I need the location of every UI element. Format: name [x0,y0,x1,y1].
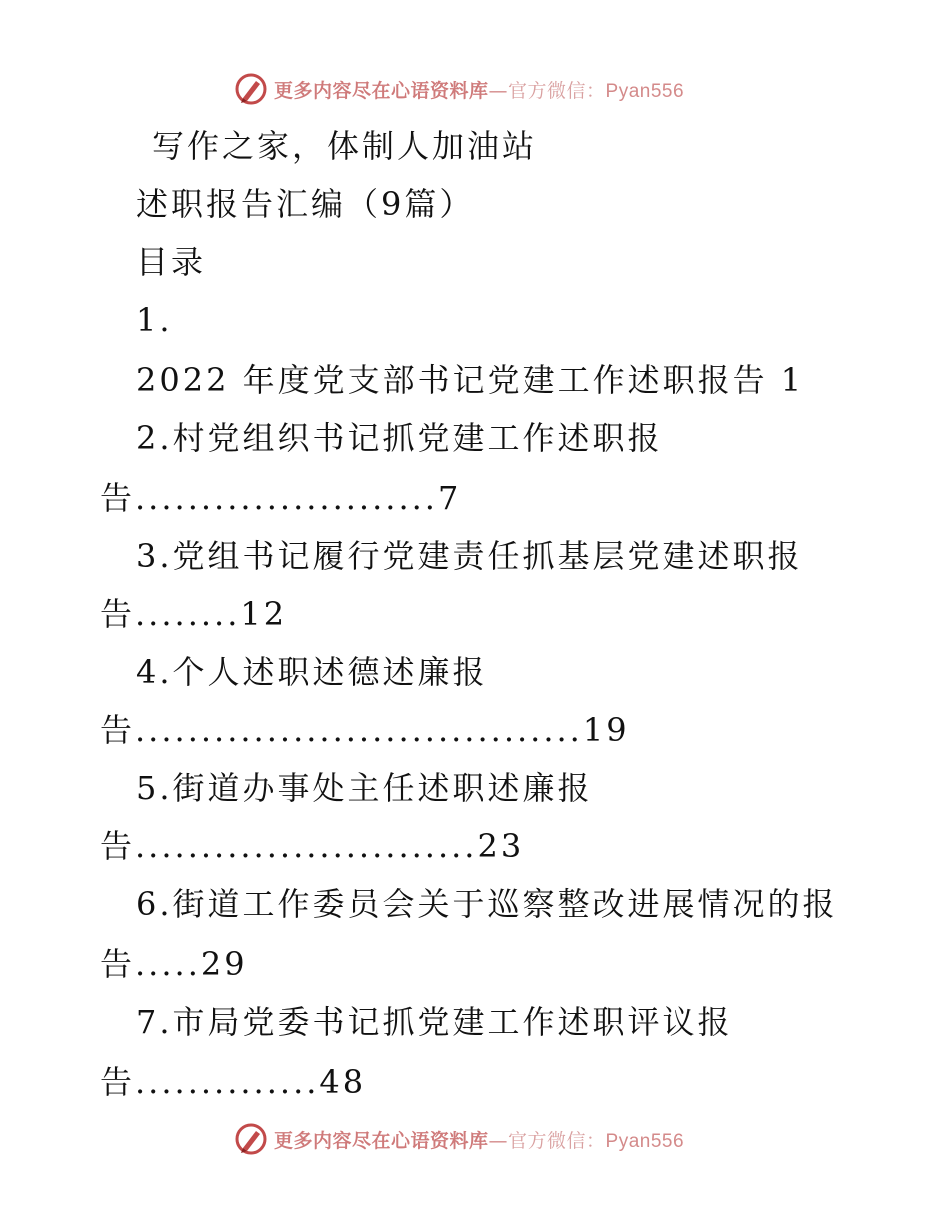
toc-entry-1-title: 2022 年度党支部书记党建工作述职报告 1 [136,361,805,399]
toc-entry-4-page: 告..................................19 [100,711,630,749]
toc-entry-2-title: 2.村党组织书记抓党建工作述职报 [136,419,663,457]
document-title: 述职报告汇编（9篇） [136,185,475,223]
pen-logo-icon [234,72,268,106]
watermark-text [274,76,684,103]
toc-entry-4-title: 4.个人述职述德述廉报 [136,653,488,691]
pen-logo-icon [234,1122,268,1156]
watermark-wechat-id: Pyan556 [605,80,685,102]
watermark-dash: — [488,1129,509,1152]
watermark-wechat-id: Pyan556 [605,1130,685,1152]
watermark-footer [234,1121,684,1157]
watermark-site-name: 更多内容尽在心语资料库 [274,1129,489,1152]
toc-entry-6-page: 告.....29 [100,945,248,983]
toc-entry-1-number: 1. [136,301,173,339]
intro-line: 写作之家，体制人加油站 [152,127,538,165]
toc-heading: 目录 [136,243,207,281]
toc-entry-7-page: 告..............48 [100,1063,367,1101]
toc-entry-5-title: 5.街道办事处主任述职述廉报 [136,769,593,807]
watermark-text [274,1126,684,1153]
toc-entry-3-page: 告........12 [100,595,288,633]
toc-entry-7-title: 7.市局党委书记抓党建工作述职评议报 [136,1003,733,1041]
watermark-site-name: 更多内容尽在心语资料库 [274,79,489,102]
watermark-wechat-label: 官方微信： [508,1129,606,1152]
watermark-dash: — [488,79,509,102]
toc-entry-5-page: 告..........................23 [100,827,525,865]
watermark-wechat-label: 官方微信： [508,79,606,102]
toc-entry-2-page: 告.......................7 [100,479,462,517]
watermark-header [234,71,684,107]
toc-entry-6-title: 6.街道工作委员会关于巡察整改进展情况的报 [136,885,838,923]
toc-entry-3-title: 3.党组书记履行党建责任抓基层党建述职报 [136,537,803,575]
